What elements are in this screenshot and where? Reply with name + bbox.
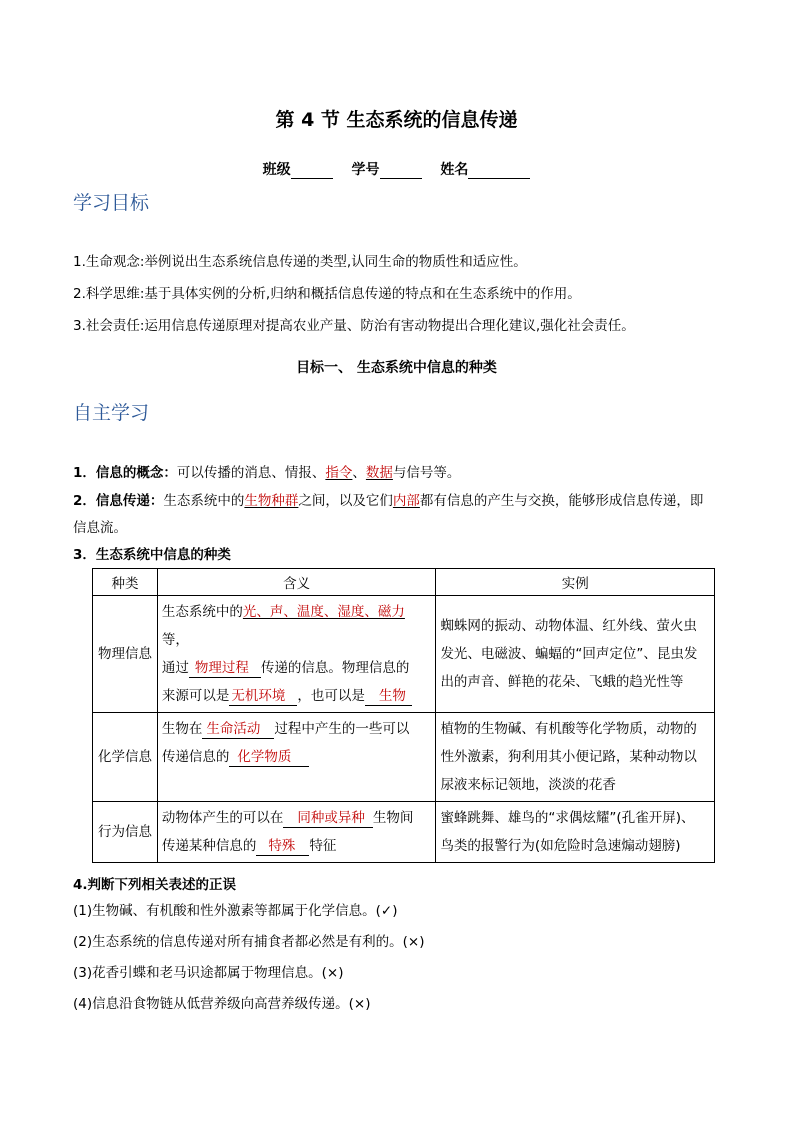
id-label: 学号: [351, 162, 380, 178]
meaning-behavioral: [157, 802, 436, 863]
judge-heading: 4.判断下列相关表述的正误: [73, 877, 237, 893]
meaning-physical: [157, 596, 436, 713]
concept-paragraph: [73, 461, 460, 481]
example-behavioral: [436, 802, 715, 863]
answer-population: 生物种群: [244, 493, 299, 509]
table-row: [93, 713, 715, 802]
text: 鸟类的报警行为(如危险时急速煽动翅膀): [440, 838, 681, 854]
text: 传递某种信息的: [161, 838, 257, 854]
text: 过程中产生的一些可以: [274, 721, 410, 737]
text: 生态系统中的: [161, 604, 243, 620]
text: 蜘蛛网的振动、动物体温、红外线、萤火虫: [440, 618, 697, 634]
objective-item: 3.社会责任:运用信息传递原理对提高农业产量、防治有害动物提出合理化建议,强化社会责任。: [73, 318, 635, 334]
text: 来源可以是: [161, 688, 230, 704]
text: 植物的生物碱、有机酸等化学物质，动物的: [440, 721, 697, 737]
text: 生物在: [161, 721, 203, 737]
text: 生态系统中的: [163, 493, 245, 509]
text: 与信号等。: [392, 465, 461, 481]
types-label: 3．生态系统中信息的种类: [73, 547, 231, 563]
answer-internal: 内部: [392, 493, 420, 509]
self-study-heading: 自主学习: [73, 402, 150, 424]
answer: 同种或异种: [283, 810, 373, 828]
answer: 无机环境: [229, 688, 297, 706]
answer: 光、声、温度、湿度、磁力: [242, 604, 405, 620]
header-type: 种类: [93, 569, 158, 596]
answer: 化学物质: [229, 749, 309, 767]
table-row: [93, 596, 715, 713]
text: 传递的信息。物理信息的: [260, 660, 410, 676]
judge-item: (2)生态系统的信息传递对所有捕食者都必然是有利的。(×): [73, 934, 425, 950]
text: 、: [352, 465, 366, 481]
category-behavioral: 行为信息: [93, 802, 158, 863]
text: 信息流。: [73, 520, 127, 536]
text: 发光、电磁波、蝙蝠的“回声定位”、昆虫发: [440, 646, 698, 662]
answer-data: 数据: [365, 465, 393, 481]
judge-item: (3)花香引蝶和老马识途都属于物理信息。(×): [73, 965, 344, 981]
category-physical: 物理信息: [93, 596, 158, 713]
name-label: 姓名: [440, 162, 469, 178]
text: 特征: [309, 838, 337, 854]
concept-label: 1．信息的概念：: [73, 465, 177, 481]
text: 之间，以及它们: [298, 493, 393, 509]
text: 尿液来标记领地，淡淡的花香: [440, 777, 616, 793]
transfer-label: 2．信息传递：: [73, 493, 164, 509]
answer: 生命活动: [202, 721, 274, 739]
text: 可以传播的消息、情报、: [176, 465, 326, 481]
judge-item: (4)信息沿食物链从低营养级向高营养级传递。(×): [73, 996, 371, 1012]
text: 生物间: [372, 810, 414, 826]
category-chemical: 化学信息: [93, 713, 158, 802]
answer: 特殊: [256, 838, 309, 856]
text: 等，: [161, 632, 189, 648]
answer-instruction: 指令: [325, 465, 353, 481]
text: 动物体产生的可以在: [161, 810, 284, 826]
objective-item: 1.生命观念:举例说出生态系统信息传递的类型,认同生命的物质性和适应性。: [73, 254, 527, 270]
objectives-heading: 学习目标: [73, 192, 150, 214]
objective-item: 2.科学思维:基于具体实例的分析,归纳和概括信息传递的特点和在生态系统中的作用。: [73, 286, 581, 302]
name-blank[interactable]: [468, 164, 530, 179]
id-blank[interactable]: [380, 164, 422, 179]
header-meaning: 含义: [157, 569, 436, 596]
judge-item: (1)生物碱、有机酸和性外激素等都属于化学信息。(✓): [73, 903, 398, 919]
text: 性外激素，狗利用其小便记路，某种动物以: [440, 749, 697, 765]
student-info-line: [0, 159, 793, 179]
example-physical: [436, 596, 715, 713]
answer: 生物: [365, 688, 412, 706]
text: 都有信息的产生与交换，能够形成信息传递，即: [419, 493, 704, 509]
header-example: 实例: [436, 569, 715, 596]
transfer-paragraph: [73, 488, 725, 542]
example-chemical: [436, 713, 715, 802]
table-row: [93, 802, 715, 863]
text: 通过: [161, 660, 189, 676]
class-blank[interactable]: [291, 164, 333, 179]
answer: 物理过程: [189, 660, 261, 678]
table-header-row: [93, 569, 715, 596]
page-title: 第 4 节 生态系统的信息传递: [275, 109, 518, 131]
class-label: 班级: [262, 162, 291, 178]
text: ，也可以是: [297, 688, 365, 704]
info-types-table: [92, 568, 715, 863]
text: 出的声音、鲜艳的花朵、飞蛾的趋光性等: [440, 674, 684, 690]
text: 蜜蜂跳舞、雄鸟的“求偶炫耀”(孔雀开屏)、: [440, 810, 695, 826]
text: 传递信息的: [161, 749, 230, 765]
goal1-heading: 目标一、 生态系统中信息的种类: [296, 360, 497, 376]
meaning-chemical: [157, 713, 436, 802]
